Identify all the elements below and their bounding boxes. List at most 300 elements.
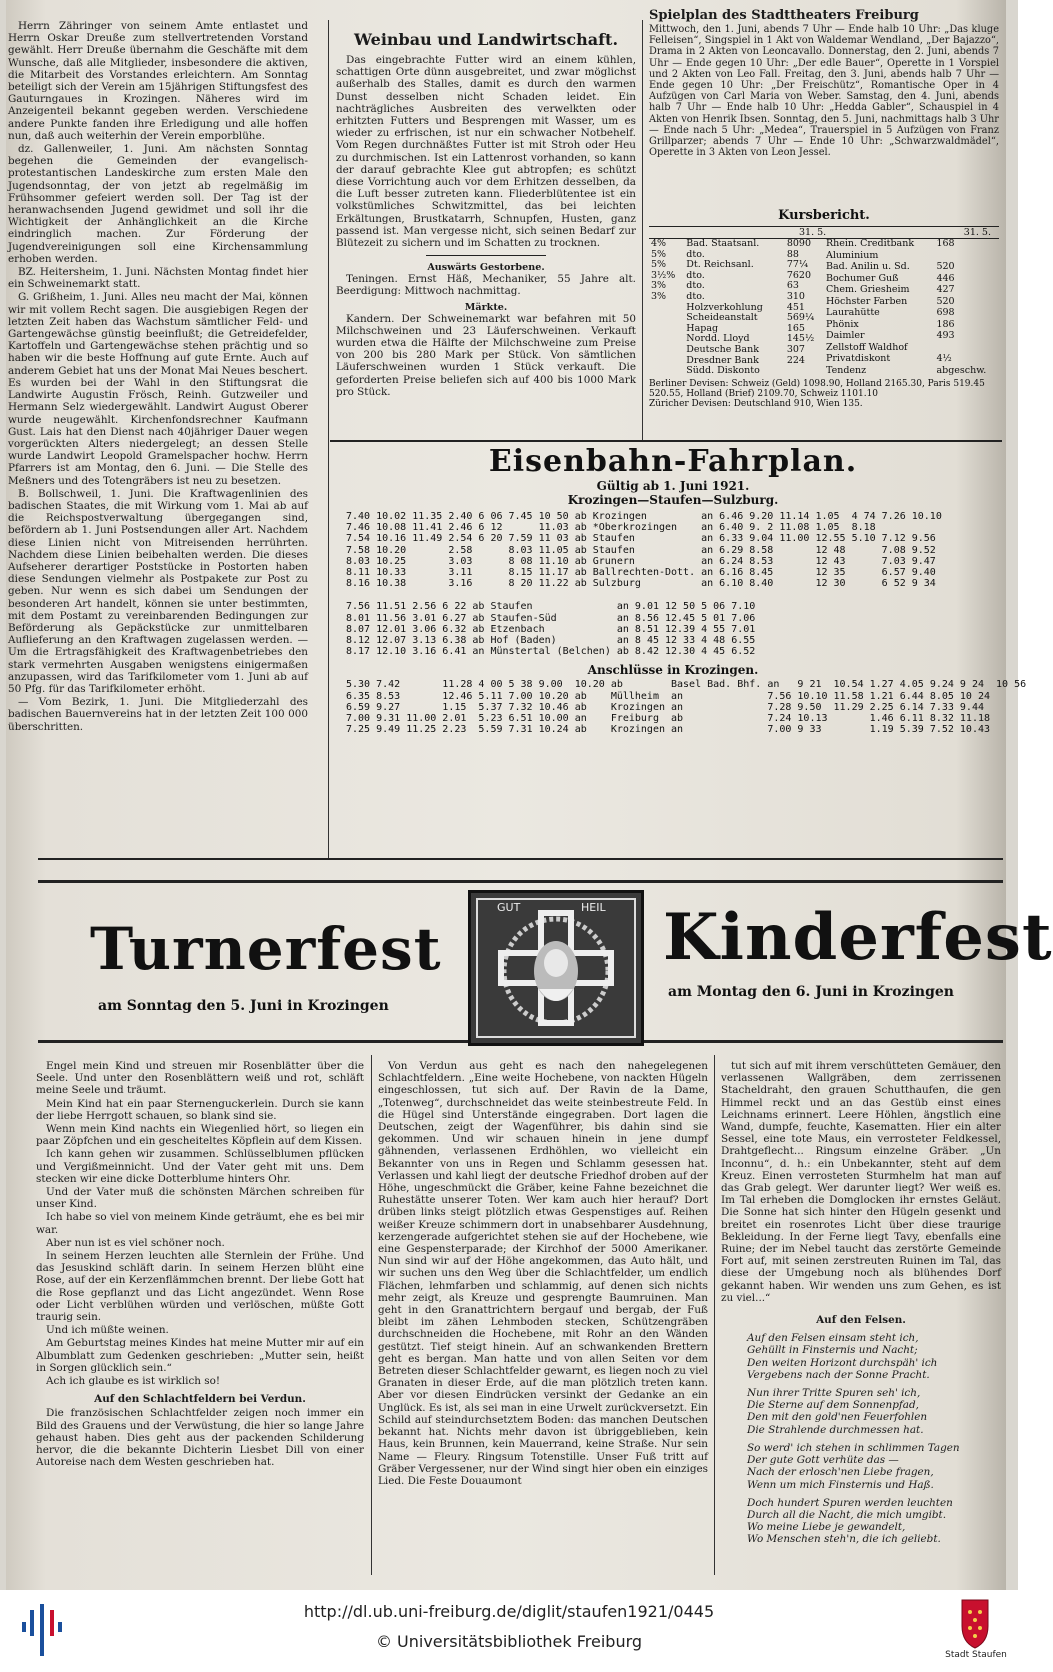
table-cell: 2.58 <box>448 544 473 556</box>
table-cell <box>649 345 684 356</box>
table-cell: dto. <box>686 248 705 260</box>
table-cell: 1.46 <box>869 713 894 725</box>
table-cell: 12 30 <box>815 578 846 590</box>
timetable-row <box>343 613 758 624</box>
table-cell <box>776 545 812 556</box>
table-cell: 10 24 <box>959 690 991 702</box>
table-cell: an <box>701 522 714 534</box>
table-cell: 77¼ <box>786 259 809 271</box>
table-cell: Holzverkohlung <box>686 301 763 313</box>
table-cell: 11.41 <box>412 522 443 534</box>
table-cell: 6.46 <box>719 511 744 522</box>
table-cell: 186 <box>936 318 955 330</box>
timetable-muenstertal <box>343 601 758 657</box>
table-cell: ab <box>574 567 587 579</box>
table-cell: 9.47 <box>911 555 936 567</box>
devisen-zuerich: Züricher Devisen: Deutschland 910, Wien 135. <box>649 398 863 409</box>
table-cell: 8.53 <box>376 690 401 702</box>
article-paragraph: dz. Gallenweiler, 1. Juni. Am nächsten Sonntag begehen die Gemeinden der evangelisch-protestantischen Landeskirche zum ersten Male den Jugendsonntag, der von jetzt ab regelmäßig im Frühsommer gefeiert werden soll. Der Tag ist der heranwachsenden Jugend gewidmet und soll ihr die Wichtigkeit der Anhänglichkeit an die Kirche eindringlich machen. Zur Förderung der Jugendvereinigungen soll eine Kirchensammlung erhoben werden. <box>8 143 308 265</box>
table-cell <box>409 545 445 556</box>
table-cell: 8.16 <box>346 578 371 590</box>
table-cell <box>649 334 684 345</box>
table-cell: 310 <box>786 290 805 302</box>
timetable-row <box>343 624 758 635</box>
table-cell: 11.22 <box>538 578 569 590</box>
table-cell: 569¼ <box>786 312 815 324</box>
table-cell: an <box>671 701 684 713</box>
poem <box>721 1332 1001 1545</box>
table-cell: 11.00 <box>779 533 810 545</box>
table-cell: 1.15 <box>442 701 467 713</box>
table-cell: 11.17 <box>538 567 569 579</box>
table-cell: 7.08 <box>881 544 906 556</box>
table-cell: 3.06 <box>412 623 437 635</box>
table-cell: 6 52 <box>881 578 906 590</box>
table-cell: 12.10 <box>376 646 407 658</box>
story-paragraph: Ach ich glaube es ist wirklich so! <box>46 1375 221 1388</box>
table-cell: 7.12 <box>881 533 906 545</box>
table-cell: Münstertal (Belchen) <box>490 646 611 658</box>
table-cell: ab <box>574 533 587 545</box>
table-cell: Hof (Baden) <box>490 635 557 647</box>
kurs-row <box>824 285 999 296</box>
timetable-row <box>343 679 1029 690</box>
table-cell: 11.58 <box>833 690 864 702</box>
table-cell <box>403 679 439 690</box>
table-cell: 1.05 <box>815 511 840 522</box>
table-cell: Krozingen <box>610 724 665 736</box>
kursbericht-heading: Kursbericht. <box>778 208 870 223</box>
timetable-row <box>343 646 758 657</box>
table-cell: 165 <box>786 322 805 334</box>
table-cell: abgeschw. <box>936 364 987 376</box>
table-cell: an <box>767 679 780 691</box>
turner-emblem <box>468 890 644 1046</box>
table-cell: 12.45 <box>665 612 696 624</box>
table-cell: 8.56 <box>634 612 659 624</box>
source-url-link[interactable]: http://dl.ub.uni-freiburg.de/diglit/staufen1921/0445 <box>303 1602 715 1621</box>
table-cell: 7.03 <box>881 555 906 567</box>
fahrplan-title: Eisenbahn-Fahrplan. <box>488 444 858 479</box>
table-cell: 4 00 <box>478 679 503 691</box>
table-cell: Tendenz <box>826 364 867 376</box>
table-cell: 4½ <box>936 353 952 365</box>
table-cell: 3.16 <box>448 578 473 590</box>
column-divider <box>642 20 643 440</box>
table-cell: 10.25 <box>376 555 407 567</box>
table-cell: *Oberkrozingen <box>592 522 678 534</box>
kurs-row <box>649 366 824 377</box>
table-cell <box>506 522 536 533</box>
story-paragraph: Ich habe so viel von meinem Kinde geträumt, ehe es bei mir war. <box>36 1211 364 1236</box>
kurs-row <box>824 308 999 319</box>
eisenbahn-fahrplan <box>343 440 1027 845</box>
table-cell: 1.19 <box>869 724 894 736</box>
table-cell: Krozingen <box>610 701 665 713</box>
table-cell: 7.45 <box>508 511 533 522</box>
table-cell: ab <box>574 522 587 534</box>
poem-line: Wo Menschen steh'n, die ich geliebt. <box>747 1533 941 1546</box>
table-cell: an <box>701 578 714 590</box>
table-cell: dto. <box>686 290 705 302</box>
column-divider <box>714 1055 715 1575</box>
table-cell: ab <box>616 646 629 658</box>
timetable-row <box>343 724 1029 735</box>
table-cell: an <box>616 635 629 647</box>
timetable-row <box>343 567 945 578</box>
table-cell: 3½% <box>651 269 676 281</box>
table-cell: an <box>701 511 714 522</box>
poem-line: Den mit den gold'nen Feuerfohlen <box>747 1411 928 1424</box>
timetable-anschluesse <box>343 679 1029 735</box>
table-cell: 8.03 <box>346 555 371 567</box>
gestorbene-body: Teningen. Ernst Häß, Mechaniker, 55 Jahre alt. Beerdigung: Mittwoch nachmittag. <box>336 273 636 298</box>
table-cell: 5.37 <box>478 701 503 713</box>
table-cell: 8 08 <box>508 555 533 567</box>
staufen-coat-of-arms-icon <box>940 1596 1010 1652</box>
table-cell: 3% <box>651 290 667 302</box>
verdun-body: Von Verdun aus geht es nach den nahegelegenen Schlachtfeldern. „Eine weite Hochebene, von nackten Hügeln eingeschlossen, tut sich auf. Der Ravin de la Dame, „Totenweg“, durchschneidet das weite steinbestreute Feld. In die Hügel sind Unterstände eingegraben. Dort lagen die Deutschen, zeigt der Wagenführer, bis dahin sind sie gekommen. Und wir schauen hinein in jene dumpf gähnenden, verlassenen Erdhöhlen, wo vielleicht ein Bekannter von uns in Regen und Schlamm gesessen hat. Verlassen und kahl liegt der deutsche Friedhof droben auf der Höhe, ungeschmückt die Gräber, keine Fahne bezeichnet die Ruhestätte unserer Toten. Wer kam auch hier herauf? Dort drüben links steigt plötzlich etwas Gespenstiges auf. Reihen weißer Kreuze schimmern dort in unabsehbarer Ausdehnung, kerzengerade aufgerichtet stehen sie auf der Hochebene, wie eine Gespensterparade; der Kirchhof der 5000 Amerikaner. Nun sind wir auf der Höhe angekommen, das Auto hält, und wir suchen uns den Weg über die Schlachtfelder, um endlich Flächen, lehmfarben und schlammig, auf denen sich nichts mehr zeigt, als Kreuze und gesprengte Baumruinen. Man geht in den Granattrichtern bergauf und bergab, der Fuß bleibt im zähen Lehmboden stecken, Schützengräben durchschneiden die Hochebene, mit Rohr an den Wänden gestützt. Tief steigt hinein. Auf an schwankenden Brettern geht es bergan. Man hatte und von allen Seiten vor dem Betreten dieser Schlachtfelder gewarnt, es liegen noch zu viel Granaten in dieser Erde, auf die man plötzlich treten kann. Aber vor diesen Eindrücken versinkt der Gedanke an ein Unglück. Es ist, als sei man in eine Urwelt zurückversetzt. Ein Schild auf steindurchsetztem Boden: das manchen Deutschen bekannt hat. Nichts mehr davon ist übriggeblieben, kein Haus, kein Brunnen, kein Mauerrand, keine Straße. Nur sein Name — Fleury. Ringsum Totenstille. Unser Fuß tritt auf Gräber Vergessener, nur der Wind singt hier oben ein einziges Lied. Die Feste Douaumont <box>378 1060 708 1487</box>
table-cell: 7.10 <box>731 601 756 613</box>
story-paragraph: Und der Vater muß die schönsten Märchen schreiben für unser Kind. <box>36 1186 364 1211</box>
kurs-table-left <box>649 239 824 377</box>
timetable-row <box>343 713 1029 724</box>
table-cell: 9.44 <box>959 701 984 713</box>
table-cell: 8.03 <box>508 544 533 556</box>
poem-line: Wo meine Liebe je gewandelt, <box>747 1521 906 1534</box>
kurs-row <box>649 292 824 303</box>
table-cell: 493 <box>936 330 955 342</box>
table-cell: 7.56 <box>346 601 371 613</box>
table-cell: 2.56 <box>412 601 437 613</box>
timetable-row <box>343 702 1029 713</box>
article-paragraph: — Vom Bezirk, 1. Juni. Die Mitgliederzahl des badischen Bauernvereins hat in der letzten Zeit 100 000 überschritten. <box>8 696 308 733</box>
poem-line: Vergebens nach der Sonne Pracht. <box>747 1368 930 1381</box>
table-cell: 5 06 <box>701 601 726 613</box>
table-cell: 698 <box>936 307 955 319</box>
table-cell <box>849 545 879 556</box>
timetable-row <box>343 578 945 589</box>
kursbericht <box>649 208 999 438</box>
table-cell: 5.10 <box>851 533 876 545</box>
table-cell <box>649 303 684 314</box>
table-cell: Aluminium <box>826 249 879 261</box>
table-cell: 5% <box>651 248 667 260</box>
table-cell: 12 48 <box>815 544 846 556</box>
table-cell: 11.14 <box>779 511 810 522</box>
table-cell: 307 <box>786 343 805 355</box>
table-cell: Südd. Diskonto <box>686 365 760 377</box>
table-cell: dto. <box>686 269 705 281</box>
table-cell: 6.32 <box>442 623 467 635</box>
table-cell: 8090 <box>786 238 812 249</box>
table-cell: 7.56 <box>767 690 792 702</box>
table-cell: 9 34 <box>911 578 936 590</box>
poem-line: Auf den Felsen einsam steht ich, <box>747 1332 919 1345</box>
table-cell: 3.16 <box>412 646 437 658</box>
table-cell: 145½ <box>786 333 815 345</box>
kurs-row <box>824 365 999 377</box>
table-cell: Rhein. Creditbank <box>826 238 915 250</box>
table-cell: 9.40 <box>911 567 936 579</box>
poem-line: Gehüllt in Finsternis und Nacht; <box>747 1344 918 1357</box>
poem-line: Wenn um mich Finsternis und Haß. <box>747 1478 934 1491</box>
table-cell: 10.10 <box>797 690 828 702</box>
table-cell: 9.27 <box>376 701 401 713</box>
table-cell: Freiburg <box>610 713 659 725</box>
table-cell: 8.01 <box>346 612 371 624</box>
table-cell: ab <box>472 635 485 647</box>
table-cell: ab <box>574 578 587 590</box>
article-paragraph: B. Bollschweil, 1. Juni. Die Kraftwagenlinien des badischen Staates, die mit Wirkung vom 1. Mai ab auf die Reichspostverwaltung übergegangen sind, befördern ab 1. Juni Postsendungen aller Art. Nachdem diese Linien nicht von Mitreisenden herrührten. Nachdem diese Linien beibehalten werden. Die dieses Aufseherer derartiger Poststücke in Postorten haben diese Sendungen vielmehr als Postpakete zur Post zu geben. Nur wenn es sich dabei um Sendungen der besonderen Art handelt, können sie unter bestimmten, mit dem Postamt zu vereinbarenden Bedingungen zur Beförderung als Gepäckstücke zur unmittelbaren Auflieferung an den Kraftwagen zugelassen werden. — Um die Ertragsfähigkeit des Kraftwagenbetriebes den stark vermehrten Ausgaben wenigstens einigermaßen anzupassen, wird das Tarifkilometer vom 1. Juni ab auf 50 Pfg. für das Tarifkilometer erhöht. <box>8 487 308 695</box>
kurs-table-right <box>824 239 999 377</box>
table-cell: 6.52 <box>731 646 756 658</box>
table-cell: 6.14 <box>899 701 924 713</box>
table-cell <box>475 556 505 567</box>
timetable-row <box>343 533 945 544</box>
table-cell: 4% <box>651 238 667 249</box>
table-cell: 4.05 <box>899 679 924 691</box>
table-cell: an <box>701 544 714 556</box>
table-cell <box>785 366 824 377</box>
table-cell: 12.55 <box>815 533 846 545</box>
table-cell: Staufen-Süd <box>490 612 557 624</box>
table-cell <box>475 567 505 578</box>
table-cell: 5.59 <box>478 724 503 736</box>
kurs-row <box>824 296 999 307</box>
table-cell: 6.10 <box>719 578 744 590</box>
article-paragraph: G. Grißheim, 1. Juni. Alles neu macht der Mai, können wir mit vollem Recht sagen. Die ausgiebigen Regen der letzten Zeit haben das Wachstum sämtlicher Feld- und Gartengewächse günstig beeinflußt; die Getreidefelder, Kartoffeln und Gartengewächse stehen prächtig und so haben wir die beste Hoffnung auf gute Ernte. Auch auf anderem Gebiet hat uns der Monat Mai Neues beschert. Es wurden bei der Wahl in den Stiftungsrat die Landwirte Augustin Frösch, Reinh. Gutzweiler und Hermann Selz wiedergewählt. Landwirt August Oberer wurde neugewählt. Kirchenfondsrechner Kaufmann Gust. Lais hat den Dienst nach 40jähriger Dauer wegen vorgerückten Alters niedergelegt; an dessen Stelle wurde Landwirt Leopold Gramelspacher hochw. Herrn Pfarrers ist am Montag, den 6. Juni. — Die Stelle des Meßners und des Totengräbers ist neu zu besetzen. <box>8 291 308 487</box>
kurs-row <box>824 342 999 353</box>
table-cell: 8.18 <box>851 522 876 534</box>
table-cell: Bochumer Guß <box>826 272 899 284</box>
table-cell: 6 22 <box>442 601 467 613</box>
poem-line: Den weiten Horizont durchspäh' ich <box>747 1356 938 1369</box>
table-cell <box>403 702 439 713</box>
table-cell: 8.15 <box>508 567 533 579</box>
table-cell: 6.35 <box>346 690 371 702</box>
table-cell: an <box>574 713 587 725</box>
copyright-text: © Universitätsbibliothek Freiburg <box>375 1632 643 1651</box>
table-cell: 9.52 <box>911 544 936 556</box>
table-cell: 8.12 <box>346 635 371 647</box>
kurs-row <box>824 239 999 250</box>
table-cell: 8.58 <box>749 544 774 556</box>
table-cell: Zellstoff Waldhof <box>826 341 908 353</box>
table-cell: ab <box>574 511 587 522</box>
table-cell: Staufen <box>592 544 635 556</box>
table-cell: 6.33 <box>719 533 744 545</box>
table-cell <box>879 522 909 533</box>
story-paragraph: Die französischen Schlachtfelder zeigen noch immer ein Bild des Grauens und der Verwüstung, die hier so lange Jahre gehaust haben. Dies geht aus der packenden Schilderung hervor, die die bekannte Dichterin Liesbet Dill von einer Autoreise nach dem Westen geschrieben hat. <box>36 1407 364 1469</box>
table-cell: Daimler <box>826 330 865 342</box>
table-cell: 8.45 <box>749 567 774 579</box>
table-cell: 7.00 <box>767 724 792 736</box>
table-cell: Höchster Farben <box>826 295 908 307</box>
table-cell: Müllheim <box>610 690 659 702</box>
table-cell: 2.54 <box>448 533 473 545</box>
table-cell: 7.01 <box>731 623 756 635</box>
table-cell: an <box>701 567 714 579</box>
kurs-row <box>824 273 999 284</box>
table-cell: 6.24 <box>719 555 744 567</box>
table-cell: 9.20 <box>749 511 774 522</box>
table-cell: an <box>701 555 714 567</box>
story-paragraph: Und ich müßte weinen. <box>46 1324 169 1337</box>
table-cell: 6.44 <box>899 690 924 702</box>
devisen-berlin: Berliner Devisen: Schweiz (Geld) 1098.90, Holland 2165.30, Paris 519.45 520.55, Holland (Brief) 2109.70, Schweiz 1101.10 <box>649 378 985 399</box>
story-paragraph: In seinem Herzen leuchten alle Sternlein der Frühe. Und das Jesuskind schläft darin. In seinem Herzen blüht eine Rose, auf der ein Kerzenflämmchen brennt. Der liebe Gott hat die Rose gepflanzt und das Licht angezündet. Wenn Rose oder Licht verblühen würden und verlöschen, müßte Gott traurig sein. <box>36 1250 364 1324</box>
table-cell: 6.16 <box>719 567 744 579</box>
festival-banner <box>38 880 1053 1045</box>
table-cell: Krozingen <box>592 511 647 522</box>
table-cell: 7.32 <box>508 701 533 713</box>
column-divider <box>371 1055 372 1575</box>
horizontal-rule <box>38 858 1003 860</box>
left-column-top <box>8 20 308 856</box>
table-cell: 10.16 <box>376 533 407 545</box>
table-cell: 10.33 <box>376 567 407 579</box>
table-cell: Laurahütte <box>826 307 880 319</box>
table-cell: 8.40 <box>749 578 774 590</box>
city-logo <box>940 1596 1010 1666</box>
turnerfest-date: am Sonntag den 5. Juni in Krozingen <box>98 998 389 1014</box>
table-cell: 5.39 <box>899 724 924 736</box>
table-cell: 11.05 <box>538 544 569 556</box>
table-cell: 12.39 <box>665 623 696 635</box>
bottom-left-column <box>36 1060 364 1585</box>
viewer-footer <box>0 1590 1018 1672</box>
table-cell: 4 55 <box>701 623 726 635</box>
table-cell: 9.50 <box>797 701 822 713</box>
table-cell: 7.40 <box>346 511 371 522</box>
gestorbene-heading: Auswärts Gestorbene. <box>427 262 545 274</box>
table-cell: 4 48 <box>701 635 726 647</box>
table-cell: an <box>616 612 629 624</box>
table-cell: 3.01 <box>412 612 437 624</box>
table-cell: 11.49 <box>412 533 443 545</box>
table-cell: 5.23 <box>478 713 503 725</box>
kinderfest-date: am Montag den 6. Juni in Krozingen <box>668 984 954 1000</box>
fahrplan-route: Krozingen—Staufen—Sulzburg. <box>567 493 779 507</box>
table-cell: 7.26 <box>881 511 906 522</box>
table-cell: Sulzburg <box>592 578 641 590</box>
table-cell: 8.17 <box>346 646 371 658</box>
table-cell: an <box>472 646 485 658</box>
table-cell: 8 45 <box>634 635 659 647</box>
table-cell: 2.40 <box>448 511 473 522</box>
table-cell: 7.24 <box>767 713 792 725</box>
table-cell: 10 50 <box>538 511 569 522</box>
table-cell: 451 <box>786 301 805 313</box>
table-cell: Staufen <box>592 533 635 545</box>
table-cell: 520 <box>936 295 955 307</box>
table-cell: 12.01 <box>376 623 407 635</box>
weinbau-heading: Weinbau und Landwirtschaft. <box>353 30 619 49</box>
table-cell: 8.53 <box>749 555 774 567</box>
timetable-row <box>343 545 945 556</box>
poem-line: Nach der erlosch'nen Liebe fragen, <box>747 1466 934 1479</box>
poem-line: Der gute Gott verhüte das — <box>747 1454 899 1467</box>
table-cell: 9.56 <box>911 533 936 545</box>
poem-line: Nun ihrer Tritte Spuren seh' ich, <box>747 1387 921 1400</box>
poem-line: Durch all die Nacht, die mich umgibt. <box>747 1508 947 1521</box>
timetable-row <box>343 511 945 522</box>
table-cell: Dresdner Bank <box>686 354 759 366</box>
table-cell: 7.42 <box>376 679 401 691</box>
table-cell: 12.46 <box>442 690 473 702</box>
table-cell: ab <box>610 679 623 691</box>
poem-title: Auf den Felsen. <box>816 1314 906 1327</box>
table-cell: 2.01 <box>442 713 467 725</box>
table-cell: 427 <box>936 284 955 296</box>
table-cell: 7.28 <box>767 701 792 713</box>
kurs-row <box>824 319 999 330</box>
table-cell: 10.08 <box>376 522 407 534</box>
table-cell: 5.30 <box>346 679 371 691</box>
table-cell <box>649 324 684 335</box>
table-cell: 7620 <box>786 269 812 281</box>
timetable-row <box>343 635 758 646</box>
article-paragraph: BZ. Heitersheim, 1. Juni. Nächsten Montag findet hier ein Schweinemarkt statt. <box>8 266 308 291</box>
table-cell: 10.20 <box>538 690 569 702</box>
table-cell: 9.01 <box>634 601 659 613</box>
table-cell <box>409 567 445 578</box>
timetable-row <box>343 522 945 533</box>
story-paragraph: Ich kann gehen wir zusammen. Schlüsselblumen pflücken und Vergißmeinnicht. Und der Vater geht mit uns. Dem stecken wir eine dicke Dotterblume hinters Ohr. <box>36 1148 364 1185</box>
table-cell: 10.24 <box>538 724 569 736</box>
table-cell: 11.28 <box>442 679 473 691</box>
story-paragraph: Mein Kind hat ein paar Sternenguckerlein. Durch sie kann der liebe Herrgott schauen, so blank sind sie. <box>36 1097 364 1122</box>
table-cell: ab <box>574 701 587 713</box>
table-cell: 11.18 <box>959 713 991 725</box>
table-cell: 9.24 <box>929 679 954 691</box>
table-cell: ab <box>574 724 587 736</box>
table-cell: 8 20 <box>508 578 533 590</box>
table-cell <box>831 713 867 724</box>
table-cell: 12.07 <box>376 635 407 647</box>
table-cell: 7.06 <box>731 612 756 624</box>
table-cell: 6.59 <box>346 701 371 713</box>
table-cell <box>649 313 684 324</box>
table-cell: 9. 2 <box>749 522 774 534</box>
table-cell: 8.05 <box>929 690 954 702</box>
emblem-heil-label: HEIL <box>581 901 606 914</box>
table-cell: 11.29 <box>833 701 864 713</box>
table-cell: 6.41 <box>442 646 467 658</box>
table-cell: Phönix <box>826 318 859 330</box>
table-cell: ab <box>671 713 684 725</box>
newspaper-page <box>6 0 1053 1590</box>
poem-line: Doch hundert Spuren werden leuchten <box>747 1496 953 1509</box>
table-cell: 6.51 <box>508 713 533 725</box>
table-cell: 6.29 <box>719 544 744 556</box>
table-cell: 12 33 <box>665 635 696 647</box>
table-cell: 6 20 <box>478 533 503 545</box>
table-cell: Bad. Staatsanl. <box>686 238 760 249</box>
table-cell: 7.52 <box>929 724 954 736</box>
table-cell: 8.11 <box>346 567 371 579</box>
story-paragraph: Engel mein Kind und streuen mir Rosenblätter über die Seele. Und unter den Rosenblättern weiß und rot, schläft meine Seele und träumt. <box>36 1060 364 1097</box>
table-cell: 10 56 <box>996 679 1027 691</box>
table-cell <box>776 578 812 589</box>
poem-line: So werd' ich stehen in schlimmen Tagen <box>747 1441 960 1454</box>
kurs-date-right: 31. 5. <box>963 227 991 238</box>
table-cell: 8.51 <box>634 623 659 635</box>
table-cell: 11.10 <box>538 555 569 567</box>
table-cell: 7.00 <box>346 713 371 725</box>
banner-top-rule <box>38 880 1003 883</box>
